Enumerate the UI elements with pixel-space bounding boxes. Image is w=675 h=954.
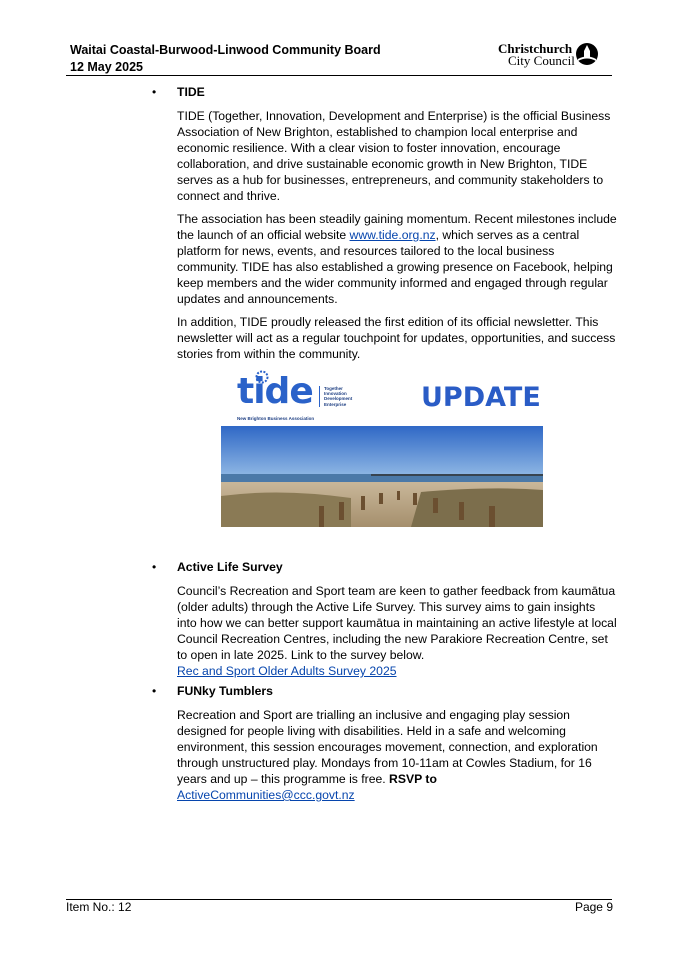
logo-line2: City Council — [508, 53, 575, 68]
tide-logo: tide — [237, 371, 313, 412]
tide-section — [177, 84, 617, 369]
section-title: TIDE — [177, 85, 205, 99]
bullet: • — [152, 85, 157, 99]
section-title: Active Life Survey — [177, 560, 283, 574]
section-title: FUNky Tumblers — [177, 684, 273, 698]
paragraph: TIDE (Together, Innovation, Development and Enterprise) is the official Business Association of New Brighton, established to champion local enterprise and economic resilience. With a clear vision to foster innovation, encourage collaboration, and drive sustainable economic growth in New Brighton, TIDE serves as a hub for businesses, entrepreneurs, and community stakeholders to connect and thrive. — [177, 109, 611, 203]
page-number: Page 9 — [574, 900, 613, 914]
update-heading: UPDATE — [421, 382, 541, 413]
tagline-word: Enterprise — [324, 401, 347, 407]
rsvp-label: RSVP to — [389, 772, 437, 786]
tagline-word: Together — [324, 386, 343, 391]
text: , which serves as a central platform for news, events, and resources tailored to the local business community. TIDE has also established a growing presence on Facebook, helping keep members and the wider community informed and engaged through regular updates and announcements. — [177, 228, 613, 306]
bullet: • — [152, 560, 157, 574]
meeting-date: 12 May 2025 — [70, 60, 143, 74]
council-logo — [498, 42, 601, 68]
tide-tagline — [319, 386, 352, 407]
paragraph: Council’s Recreation and Sport team are keen to gather feedback from kaumātua (older adults) through the Active Life Survey. This survey aims to gain insights into how we can better support kaumātua in maintaining an active lifestyle at local Council Recreation Centres, including the new Parakiore Recreation Centre, set to open in late 2025. Link to the survey below. — [177, 584, 617, 662]
active-life-section — [177, 559, 617, 679]
document-header — [70, 42, 381, 76]
email-link[interactable]: ActiveCommunities@ccc.govt.nz — [177, 788, 355, 802]
paragraph: In addition, TIDE proudly released the first edition of its official newsletter. This newsletter will act as a regular touchpoint for updates, opportunities, and success stories from within the community. — [177, 315, 616, 361]
logo-line1: Christchurch — [498, 41, 573, 56]
survey-link[interactable]: Rec and Sport Older Adults Survey 2025 — [177, 664, 397, 678]
tide-website-link[interactable]: www.tide.org.nz — [349, 228, 436, 242]
cathedral-icon — [575, 42, 599, 66]
text: The association has been steadily gaining momentum. Recent milestones include the launch of an official website — [177, 212, 617, 242]
tide-update-banner — [221, 370, 543, 527]
footer-rule — [66, 899, 612, 900]
item-number: Item No.: 12 — [66, 900, 132, 914]
funky-section — [177, 683, 617, 803]
paragraph — [177, 707, 617, 803]
banner-header — [221, 370, 543, 426]
paragraph — [177, 211, 617, 307]
beach-photo — [221, 426, 543, 527]
board-title: Waitai Coastal-Burwood-Linwood Community Board — [70, 43, 381, 57]
tagline-word: Innovation — [324, 391, 347, 397]
tagline-word: Development — [324, 396, 353, 402]
header-rule — [66, 75, 612, 76]
association-label: New Brighton Business Association — [237, 416, 315, 421]
text: Recreation and Sport are trialling an inclusive and engaging play session designed for people living with disabilities. Held in a safe and welcoming environment, this session encourages movement, connection, and exploration through unstructured play. Mondays from 10-11am at Cowles Stadium, for 16 years and up – this programme is free. — [177, 708, 598, 786]
bullet: • — [152, 684, 157, 698]
